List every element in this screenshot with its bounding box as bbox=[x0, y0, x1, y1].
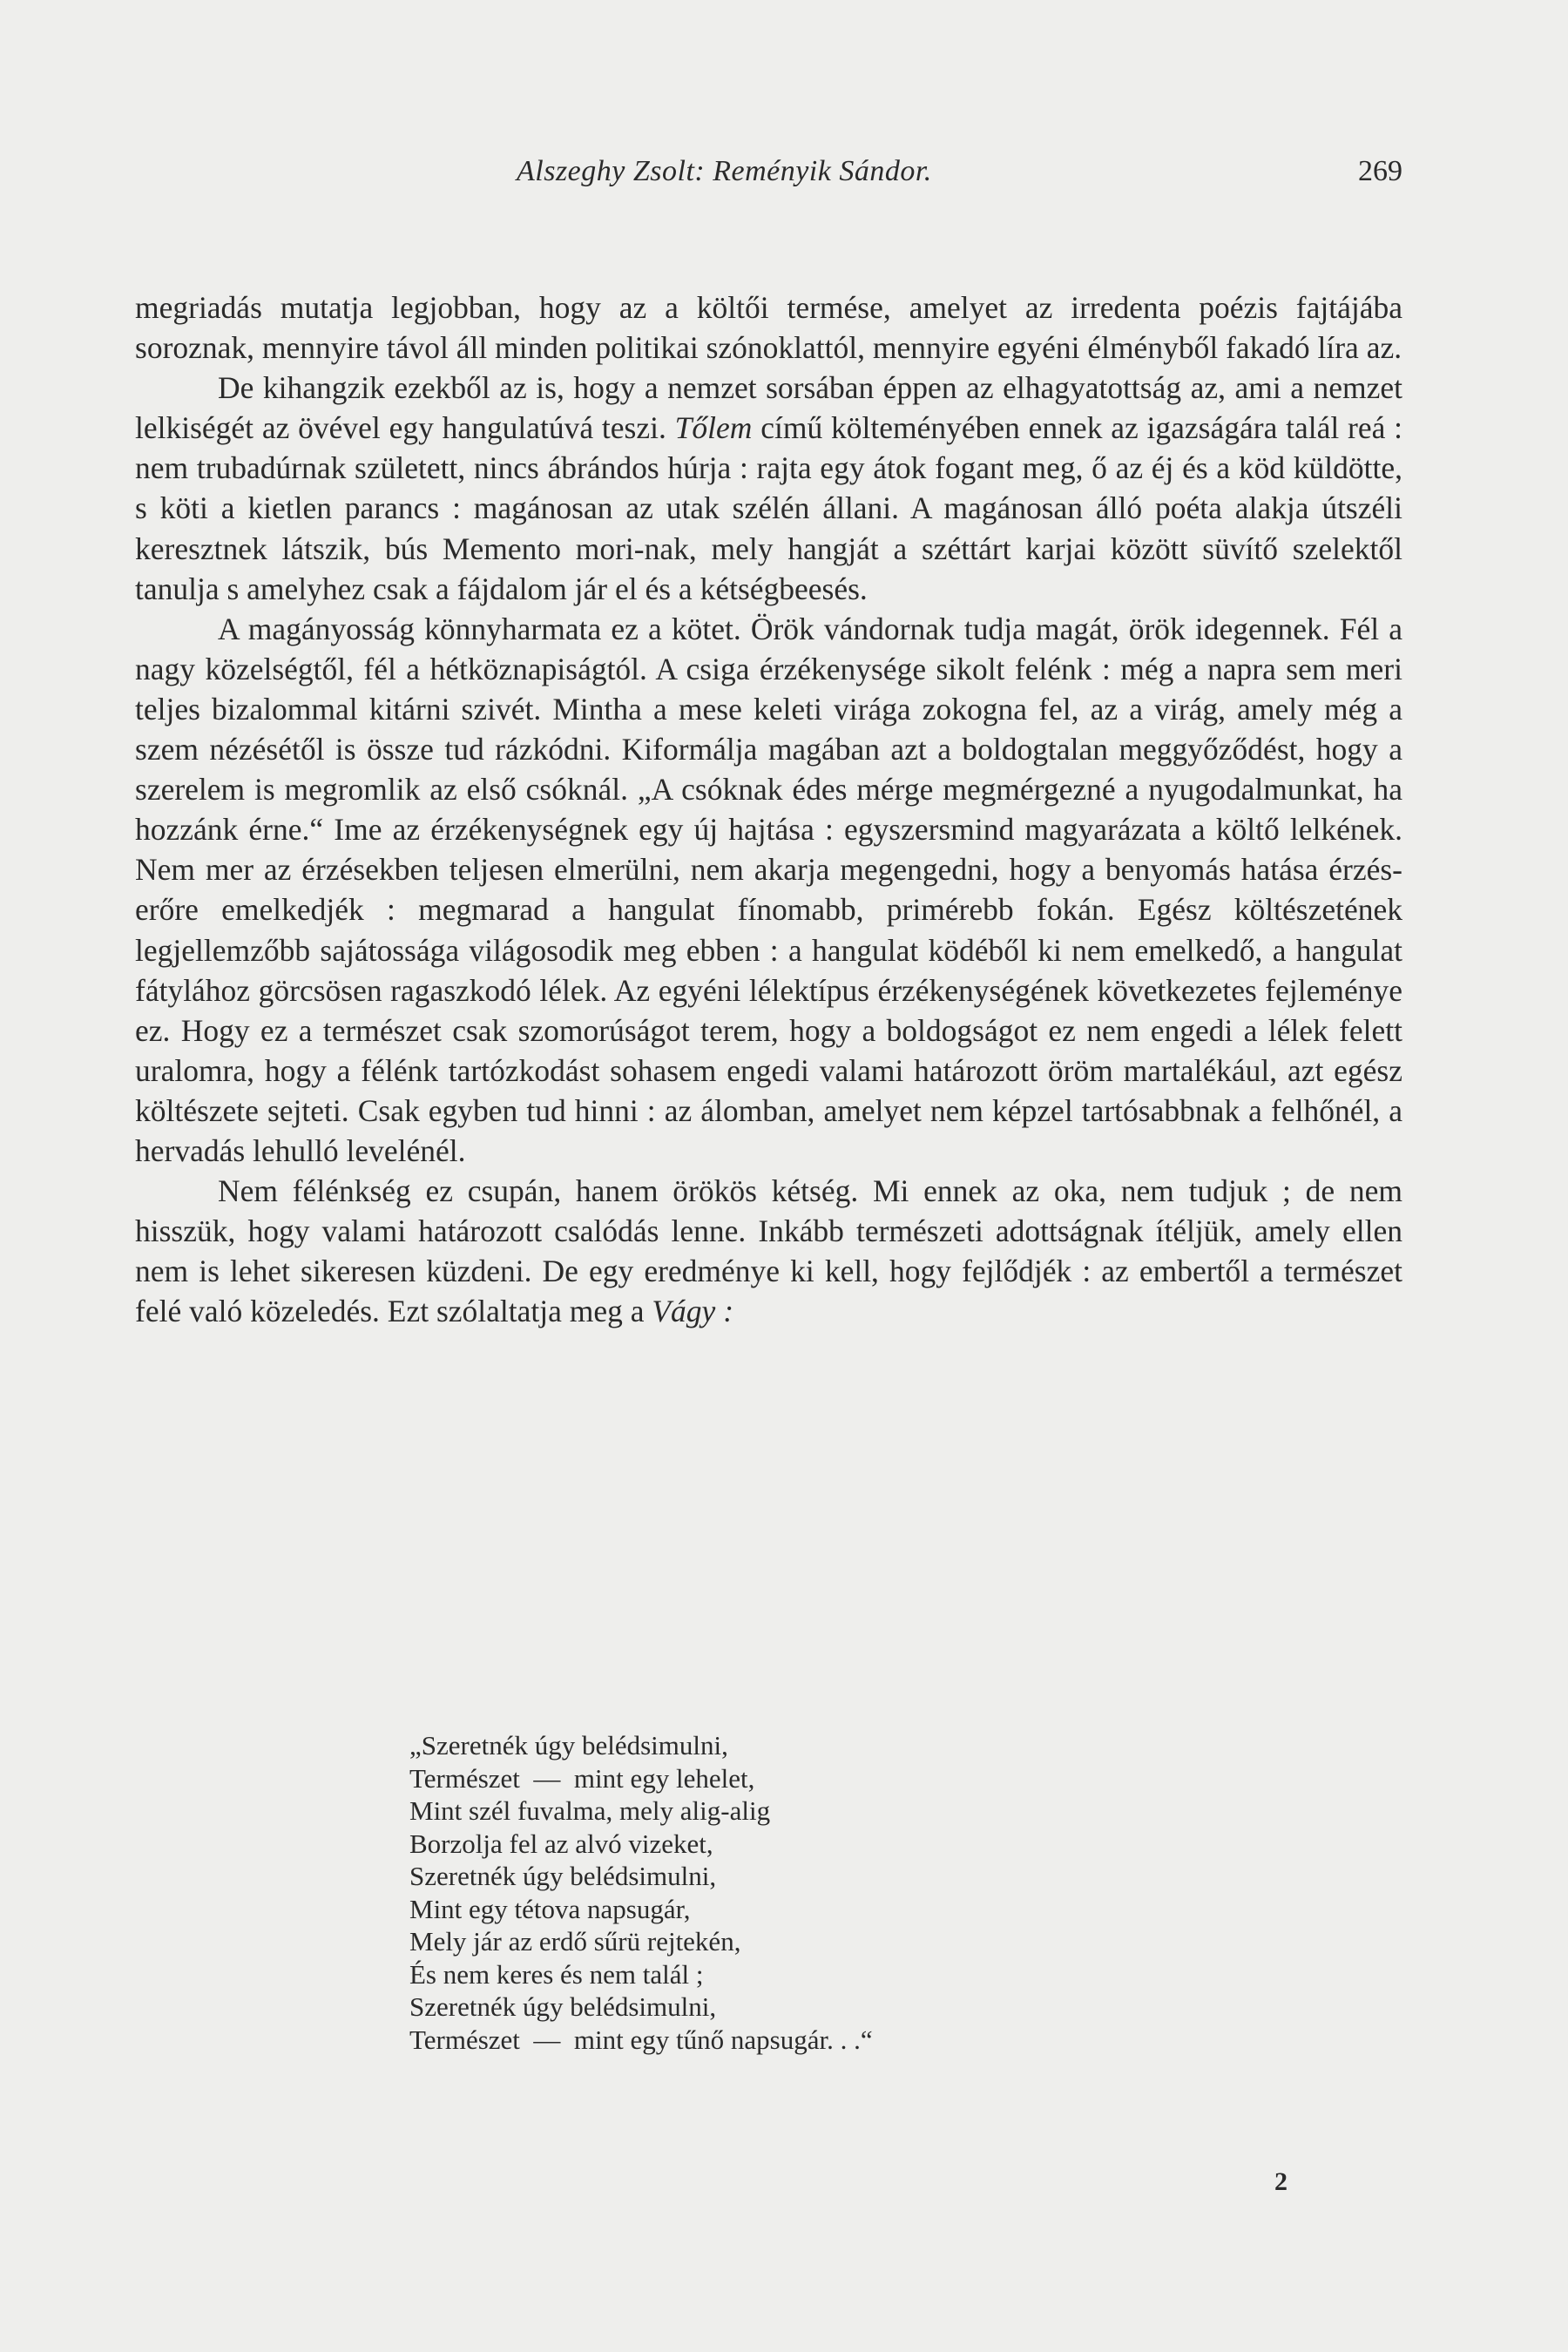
poem-line: Borzolja fel az alvó vizeket, bbox=[409, 1828, 713, 1859]
body-text bbox=[135, 287, 1402, 1331]
paragraph-2-part-b: című költeményében ennek az igazságára talál reá : nem trubadúrnak született, nincs ábrándos húrja : rajta egy átok fogant meg, ő az éj és a köd küldötte, s köti a kietlen parancs : magánosan az utak szélén állani. A magánosan álló poéta alakja útszéli keresztnek látszik, bús Memento mori-nak, mely hangját a széttárt karjai között süvítő szelektől tanulja s amelyhez csak a fájdalom jár el és a kétségbeesés. bbox=[135, 410, 1403, 606]
page-number: 269 bbox=[1358, 155, 1402, 187]
poem-line: Mint szél fuvalma, mely alig-alig bbox=[409, 1795, 771, 1826]
poem-line: Szeretnék úgy belédsimulni, bbox=[409, 1861, 717, 1891]
poem-line: „Szeretnék úgy belédsimulni, bbox=[409, 1730, 728, 1761]
poem-line: Természet — mint egy tűnő napsugár. . .“ bbox=[409, 2024, 873, 2055]
paragraph-2 bbox=[135, 368, 1402, 609]
paragraph-3: A magányosság könnyharmata ez a kötet. Örök vándornak tudja magát, örök idegennek. Fél a nagy közelségtől, fél a hétköznapiságtól. A csiga érzékenysége sikolt felénk : még a napra sem meri teljes bizalommal kitárni szivét. Mintha a mese keleti virága zokogna fel, az a virág, amely még a szem nézésétől is össze tud rázkódni. Kiformálja magában azt a boldogtalan meggyőződést, hogy a szerelem is megromlik az első csóknál. „A csóknak édes mérge megmérgezné a nyugodalmunkat, ha hozzánk érne.“ Ime az érzékenységnek egy új hajtása : egyszersmind magyarázata a költő lelkének. Nem mer az érzésekben teljesen elmerülni, nem akarja megengedni, hogy a benyomás hatása érzés-erőre emelkedjék : megmarad a hangulat fínomabb, primérebb fokán. Egész költészetének legjellemzőbb sajátossága világosodik meg ebben : a hangulat ködéből ki nem emelkedő, a hangulat fátylához görcsösen ragaszkodó lélek. Az egyéni lélektípus érzékenységének következetes fejleménye ez. Hogy ez a természet csak szomorúságot terem, hogy a boldogságot ez nem engedi a lélek felett uralomra, hogy a félénk tartózkodást sohasem engedi valami határozott öröm martalékául, azt egész költészete sejteti. Csak egyben tud hinni : az álomban, amelyet nem képzel tartósabbnak a felhőnél, a hervadás lehulló levelénél. bbox=[135, 611, 1402, 1168]
paragraph-4-part-a: Nem félénkség ez csupán, hanem örökös kétség. Mi ennek az oka, nem tudjuk ; de nem hisszük, hogy valami határozott csalódás lenne. Inkább természeti adottságnak ítéljük, amely ellen nem is lehet sikeresen küzdeni. De egy eredménye ki kell, hogy fejlődjék : az embertől a természet felé való közeledés. Ezt szólaltatja meg a bbox=[135, 1173, 1402, 1329]
poem-line: Mint egy tétova napsugár, bbox=[409, 1893, 691, 1924]
paragraph-4 bbox=[135, 1171, 1402, 1331]
poem-line: Természet — mint egy lehelet, bbox=[409, 1762, 755, 1794]
poem-line: Szeretnék úgy belédsimulni, bbox=[409, 1991, 717, 2022]
poem-title-vagy: Vágy : bbox=[652, 1294, 734, 1329]
poem-line: Mely jár az erdő sűrü rejtekén, bbox=[409, 1926, 741, 1957]
page-header bbox=[135, 155, 1402, 199]
paragraph-1: megriadás mutatja legjobban, hogy az a költői termése, amelyet az irredenta poézis fajtájába soroznak, mennyire távol áll minden politikai szónoklattól, mennyire egyéni élményből fakadó líra az. bbox=[135, 290, 1402, 366]
poem-quote bbox=[409, 1729, 1193, 2056]
poem-title-tolem: Tőlem bbox=[674, 410, 753, 446]
poem-line: És nem keres és nem talál ; bbox=[409, 1958, 704, 1990]
signature-mark: 2 bbox=[1274, 2167, 1288, 2196]
paragraph-2-part-a: De kihangzik ezekből az is, hogy a nemzet sorsában éppen az elhagyatottság az, ami a nemzet lelkiségét az övével egy hangulatúvá teszi. bbox=[135, 370, 1402, 446]
running-head: Alszeghy Zsolt: Reményik Sándor. bbox=[517, 155, 932, 187]
